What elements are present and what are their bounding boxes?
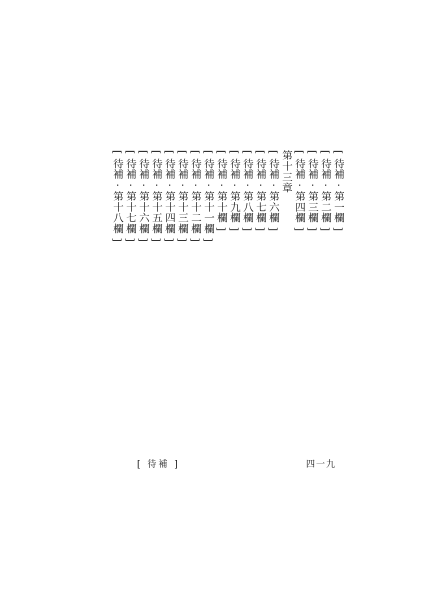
text-column: [ 待補 · 第十四欄 ] [163,150,175,243]
text-column: [ 待補 · 第十三欄 ] [176,150,188,243]
text-column: [ 待補 · 第六欄 ] [267,150,279,232]
text-column: [ 待補 · 第一欄 ] [332,150,344,232]
text-column: [ 待補 · 第七欄 ] [254,150,266,232]
text-column: [ 待補 · 第十一欄 ] [202,150,214,243]
text-column: [ 待補 · 第十二欄 ] [189,150,201,243]
text-column: 第十三章 [280,150,292,194]
text-column: [ 待補 · 第四欄 ] [293,150,305,232]
marginal-note [340,140,358,150]
marginal-note [360,140,378,150]
text-column: [ 待補 · 第二欄 ] [319,150,331,232]
text-column: [ 待補 · 第九欄 ] [228,150,240,232]
body-text [108,150,344,445]
text-column: [ 待補 · 第八欄 ] [241,150,253,232]
text-column: [ 待補 · 第十欄 ] [215,150,227,232]
page-number: 四一九 [306,460,337,470]
text-column: [ 待補 · 第十五欄 ] [150,150,162,243]
text-column: [ 待補 · 第三欄 ] [306,150,318,232]
text-column: [ 待補 · 第十八欄 ] [111,150,123,243]
running-footer: [ 待補 ] [137,460,180,470]
text-column: [ 待補 · 第十七欄 ] [124,150,136,243]
text-column: [ 待補 · 第十六欄 ] [137,150,149,243]
